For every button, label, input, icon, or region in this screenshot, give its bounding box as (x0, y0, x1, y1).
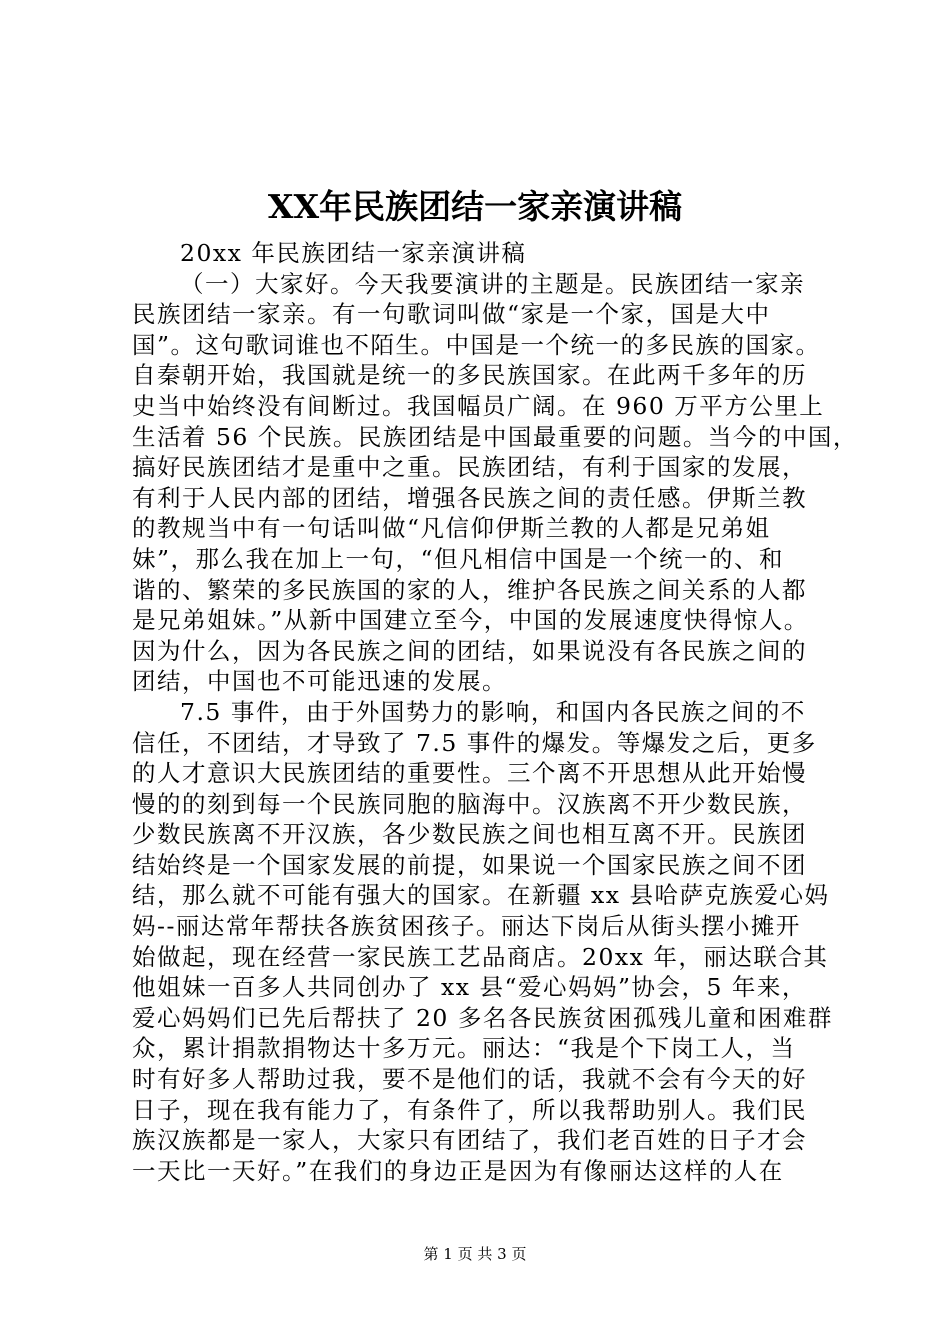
text-line: 自秦朝开始，我国就是统一的多民族国家。在此两千多年的历 (132, 361, 807, 390)
text-line: 有利于人民内部的团结，增强各民族之间的责任感。伊斯兰教 (132, 483, 807, 512)
document-title: XX年民族团结一家亲演讲稿 (267, 187, 683, 226)
text-line: 信任，不团结，才导致了 7.5 事件的爆发。等爆发之后，更多 (132, 728, 817, 757)
page-footer: 第 1 页 共 3 页 (423, 1245, 527, 1263)
text-line: 少数民族离不开汉族，各少数民族之间也相互离不开。民族团 (132, 820, 807, 849)
text-line: 结，那么就不可能有强大的国家。在新疆 xx 县哈萨克族爱心妈 (132, 881, 830, 910)
text-line: 民族团结一家亲。有一句歌词叫做“家是一个家，国是大中 (132, 300, 771, 329)
document-body (132, 238, 858, 1186)
text-line: 国”。这句歌词谁也不陌生。中国是一个统一的多民族的国家。 (132, 330, 821, 359)
text-line: 生活着 56 个民族。民族团结是中国最重要的问题。当今的中国， (132, 422, 858, 451)
text-line: 是兄弟姐妹。”从新中国建立至今，中国的发展速度快得惊人。 (132, 606, 809, 635)
text-line: 结始终是一个国家发展的前提，如果说一个国家民族之间不团 (132, 850, 807, 879)
text-line: 始做起，现在经营一家民族工艺品商店。20xx 年，丽达联合其 (132, 942, 829, 971)
text-line: 的人才意识大民族团结的重要性。三个离不开思想从此开始慢 (132, 759, 807, 788)
text-line: 他姐妹一百多人共同创办了 xx 县“爱心妈妈”协会，5 年来， (132, 973, 807, 1002)
text-line: 妈--丽达常年帮扶各族贫困孩子。丽达下岗后从街头摆小摊开 (132, 912, 801, 941)
text-line: （一）大家好。今天我要演讲的主题是。民族团结一家亲 (180, 269, 805, 298)
text-line: 日子，现在我有能力了，有条件了，所以我帮助别人。我们民 (132, 1095, 807, 1124)
text-line: 谐的、繁荣的多民族国的家的人，维护各民族之间关系的人都 (132, 575, 807, 604)
text-line: 一天比一天好。”在我们的身边正是因为有像丽达这样的人在 (132, 1156, 784, 1185)
text-line: 史当中始终没有间断过。我国幅员广阔。在 960 万平方公里上 (132, 391, 825, 420)
text-line: 族汉族都是一家人，大家只有团结了，我们老百姓的日子才会 (132, 1126, 807, 1155)
text-line: 妹”，那么我在加上一句，“但凡相信中国是一个统一的、和 (132, 544, 785, 573)
text-line: 爱心妈妈们已先后帮扶了 20 多名各民族贫困孤残儿童和困难群 (132, 1003, 833, 1032)
text-line: 团结，中国也不可能迅速的发展。 (132, 667, 507, 696)
subtitle-line: 20xx 年民族团结一家亲演讲稿 (180, 239, 527, 267)
text-line: 搞好民族团结才是重中之重。民族团结，有利于国家的发展， (132, 453, 807, 482)
text-line: 7.5 事件，由于外国势力的影响，和国内各民族之间的不 (180, 697, 806, 726)
text-line: 慢的的刻到每一个民族同胞的脑海中。汉族离不开少数民族， (132, 789, 807, 818)
text-line: 的教规当中有一句话叫做“凡信仰伊斯兰教的人都是兄弟姐 (132, 514, 771, 543)
text-line: 因为什么，因为各民族之间的团结，如果说没有各民族之间的 (132, 636, 807, 665)
text-line: 众，累计捐款捐物达十多万元。丽达：“我是个下岗工人，当 (132, 1034, 796, 1063)
text-line: 时有好多人帮助过我，要不是他们的话，我就不会有今天的好 (132, 1065, 807, 1094)
